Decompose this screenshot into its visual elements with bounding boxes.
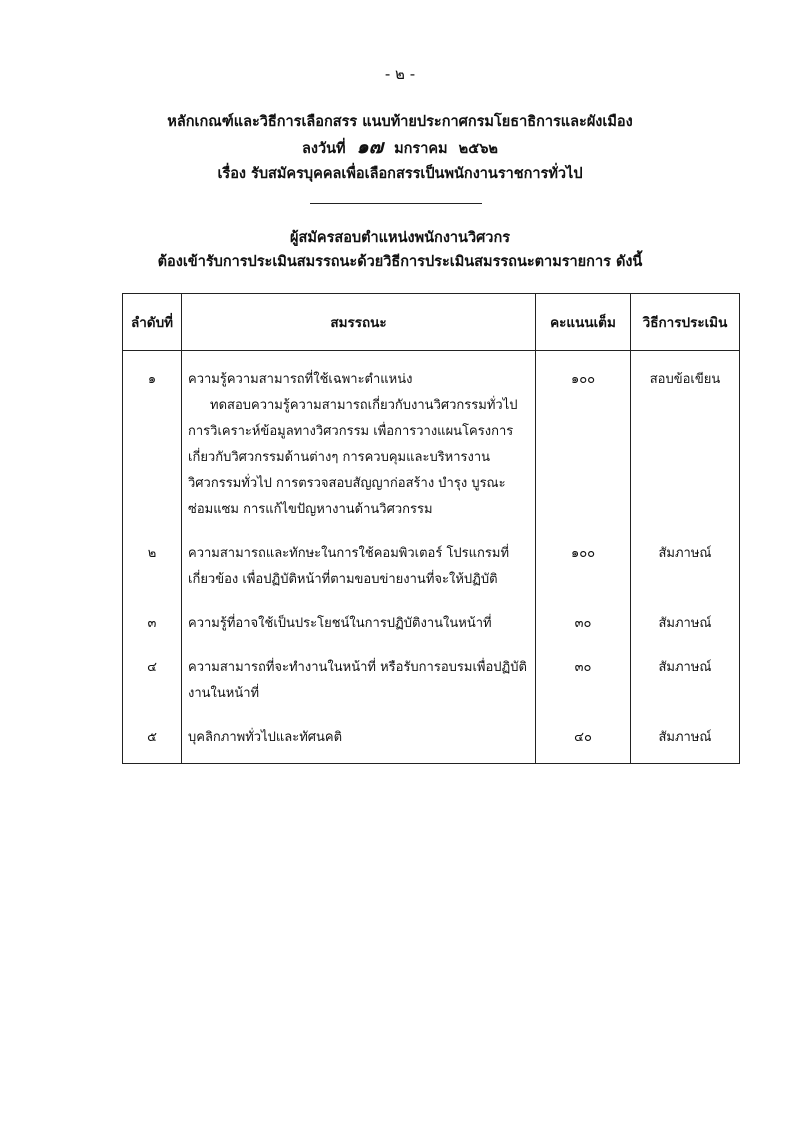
row-no: ๒ — [123, 535, 182, 605]
subtitle-position: ผู้สมัครสอบตำแหน่งพนักงานวิศวกร — [289, 230, 511, 246]
page-number: - ๒ - — [384, 65, 416, 83]
row-no: ๕ — [123, 719, 182, 764]
row-method: สัมภาษณ์ — [631, 719, 740, 764]
row-score: ๓๐ — [536, 605, 631, 649]
header-full-score: คะแนนเต็ม — [536, 294, 631, 351]
table-row — [123, 535, 740, 605]
row-competency-title: ความสามารถที่จะทำงานในหน้าที่ หรือรับการอบรมเพื่อปฏิบัติงานในหน้าที่ — [188, 660, 527, 701]
row-competency-title: ความสามารถและทักษะในการใช้คอมพิวเตอร์ โปรแกรมที่เกี่ยวข้อง เพื่อปฏิบัติหน้าที่ตามขอบข่ายงานที่จะให้ปฏิบัติ — [188, 546, 510, 587]
row-competency — [182, 719, 536, 764]
row-method: สัมภาษณ์ — [631, 605, 740, 649]
row-score: ๔๐ — [536, 719, 631, 764]
header-no: ลำดับที่ — [123, 294, 182, 351]
row-competency-title: บุคลิกภาพทั่วไปและทัศนคติ — [188, 730, 343, 745]
table-header-row — [123, 294, 740, 351]
row-method: สอบข้อเขียน — [631, 361, 740, 535]
row-competency-desc: ทดสอบความรู้ความสามารถเกี่ยวกับงานวิศวกรรมทั่วไป การวิเคราะห์ข้อมูลทางวิศวกรรม เพื่อการวางแผนโครงการเกี่ยวกับวิศวกรรมด้านต่างๆ การควบคุมและบริหารงานวิศวกรรมทั่วไป การตรวจสอบสัญญาก่อสร้าง บำรุง บูรณะ ซ่อมแซม การแก้ไขปัญหางานด้านวิศวกรรม — [188, 398, 518, 517]
row-competency-title: ความรู้ความสามารถที่ใช้เฉพาะตำแหน่ง — [188, 372, 413, 387]
header-title: หลักเกณฑ์และวิธีการเลือกสรร แนบท้ายประกาศกรมโยธาธิการและผังเมือง — [167, 114, 633, 130]
table-spacer — [123, 351, 740, 362]
row-no: ๔ — [123, 649, 182, 719]
row-competency — [182, 649, 536, 719]
table-row — [123, 361, 740, 535]
row-no: ๓ — [123, 605, 182, 649]
header-method: วิธีการประเมิน — [631, 294, 740, 351]
table-row — [123, 719, 740, 764]
row-competency — [182, 535, 536, 605]
row-no: ๑ — [123, 361, 182, 535]
date-month: มกราคม — [394, 141, 448, 157]
document-header — [0, 110, 800, 187]
competency-table — [122, 293, 740, 764]
table-row — [123, 605, 740, 649]
subtitle-instruction: ต้องเข้ารับการประเมินสมรรถนะด้วยวิธีการประเมินสมรรถนะตามรายการ ดังนี้ — [157, 254, 643, 270]
header-competency: สมรรถนะ — [182, 294, 536, 351]
date-day: ๑๗ — [356, 136, 384, 158]
date-year: ๒๕๖๒ — [458, 141, 498, 157]
row-competency — [182, 605, 536, 649]
row-method: สัมภาษณ์ — [631, 649, 740, 719]
header-subject: เรื่อง รับสมัครบุคคลเพื่อเลือกสรรเป็นพนักงานราชการทั่วไป — [217, 166, 583, 182]
table-row — [123, 649, 740, 719]
row-method: สัมภาษณ์ — [631, 535, 740, 605]
header-divider — [310, 203, 482, 204]
row-competency-title: ความรู้ที่อาจใช้เป็นประโยชน์ในการปฏิบัติงานในหน้าที่ — [188, 616, 492, 631]
header-date — [0, 135, 800, 162]
row-score: ๑๐๐ — [536, 535, 631, 605]
section-subtitle — [0, 226, 800, 274]
row-competency — [182, 361, 536, 535]
date-prefix: ลงวันที่ — [302, 141, 346, 157]
row-score: ๓๐ — [536, 649, 631, 719]
row-score: ๑๐๐ — [536, 361, 631, 535]
